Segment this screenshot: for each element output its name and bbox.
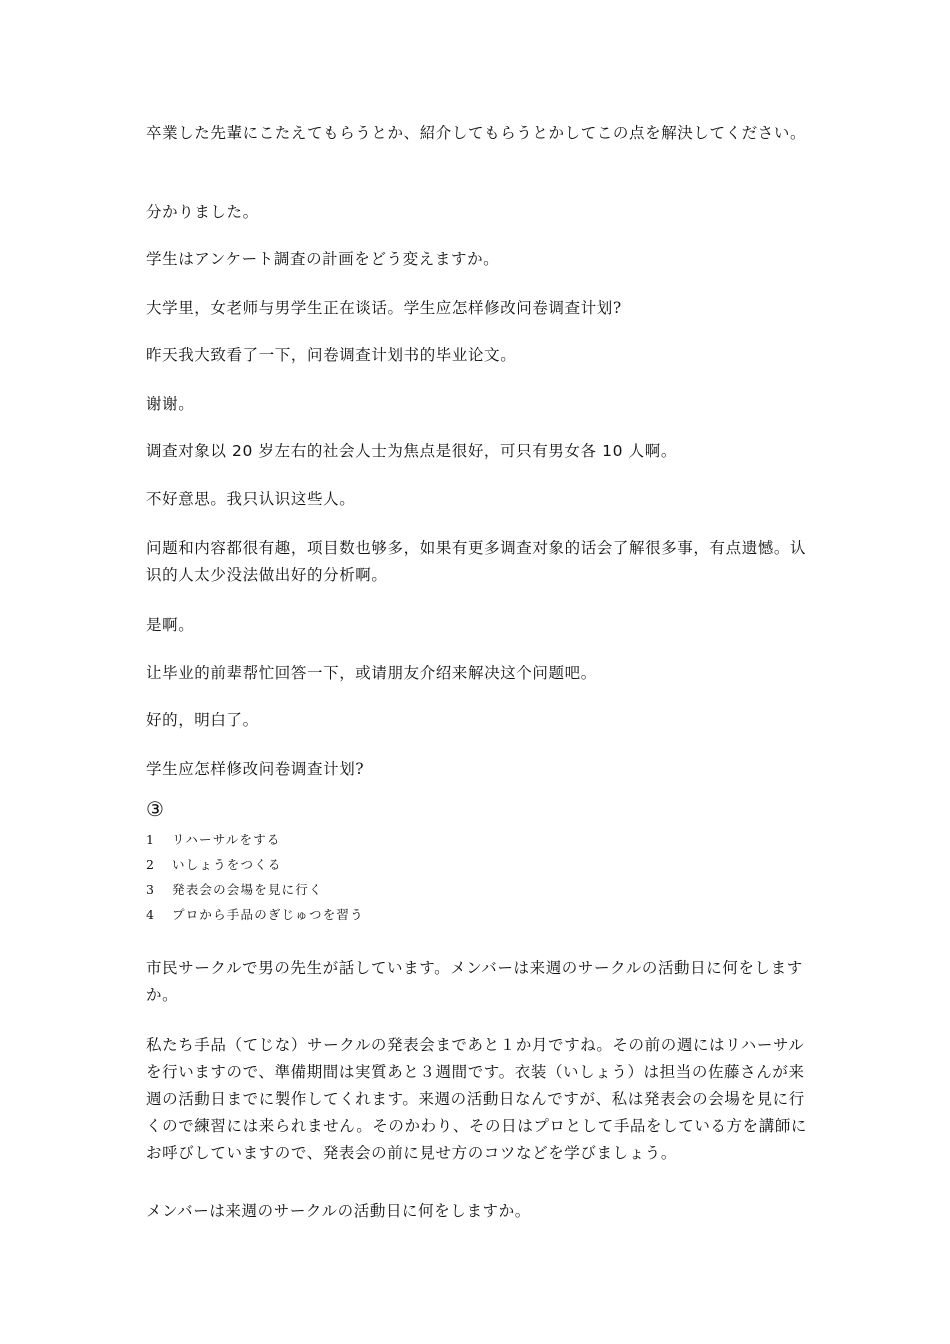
paragraph-scenario-cn: 大学里，女老师与男学生正在谈话。学生应怎样修改问卷调查计划? <box>146 299 622 317</box>
option-text: いしょうをつくる <box>172 857 282 872</box>
option-number: 3 <box>146 882 156 897</box>
paragraph-question-jp: 学生はアンケート調査の計画をどう変えますか。 <box>146 250 500 268</box>
option-number: 2 <box>146 857 156 872</box>
paragraph-student-reply: 分かりました。 <box>146 203 259 221</box>
option-4 <box>146 904 364 926</box>
option-text: リハーサルをする <box>172 832 281 847</box>
paragraph-question-cn: 学生应怎样修改问卷调查计划? <box>146 760 365 778</box>
survey-text-c: 人啊。 <box>628 442 677 460</box>
survey-text-a: 调查对象以 <box>146 442 227 460</box>
paragraph-senpai-advice: 卒業した先輩にこたえてもらうとか、紹介してもらうとかしてこの点を解決してください。 <box>146 124 807 142</box>
paragraph-teacher-line-1: 昨天我大致看了一下，问卷调查计划书的毕业论文。 <box>146 346 517 364</box>
answer-marker: ③ <box>146 797 164 821</box>
paragraph-teacher-suggestion: 让毕业的前辈帮忙回答一下，或请朋友介绍来解决这个问题吧。 <box>146 664 597 682</box>
survey-text-b: 岁左右的社会人士为焦点是很好，可只有男女各 <box>258 442 597 460</box>
paragraph-question-circle: メンバーは来週のサークルの活動日に何をしますか。 <box>146 1202 531 1220</box>
option-2 <box>146 854 282 876</box>
paragraph-apology: 不好意思。我只认识这些人。 <box>146 490 356 508</box>
option-number: 4 <box>146 907 156 922</box>
paragraph-survey-target <box>146 438 816 465</box>
count-number: 10 <box>602 442 624 460</box>
option-number: 1 <box>146 832 156 847</box>
paragraph-teacher-speech: 私たち手品（てじな）サークルの発表会まであと１か月ですね。その前の週にはリハーサルを行いますので、準備期間は実質あと３週間です。衣装（いしょう）は担当の佐藤さんが来週の活動日までに製作してくれます。来週の活動日なんですが、私は発表会の会場を見に行くので練習には来られません。そのかわり、その日はプロとして手品をしている方を講師にお呼びしていますので、発表会の前に見せ方のコツなどを学びましょう。 <box>146 1036 808 1162</box>
paragraph-thanks: 谢谢。 <box>146 395 195 413</box>
option-1 <box>146 829 281 851</box>
paragraph-circle-scenario: 市民サークルで男の先生が話しています。メンバーは来週のサークルの活動日に何をしますか。 <box>146 959 803 1004</box>
option-text: プロから手品のぎじゅつを習う <box>172 907 364 922</box>
option-text: 発表会の会場を見に行く <box>172 882 323 897</box>
paragraph-teacher-feedback: 问题和内容都很有趣，项目数也够多，如果有更多调查对象的话会了解很多事，有点遗憾。认识的人太少没法做出好的分析啊。 <box>146 539 807 584</box>
age-number: 20 <box>232 442 253 460</box>
paragraph-agree: 是啊。 <box>146 616 195 634</box>
paragraph-understood: 好的，明白了。 <box>146 711 259 729</box>
option-3 <box>146 879 323 901</box>
document-page <box>146 0 816 1344</box>
